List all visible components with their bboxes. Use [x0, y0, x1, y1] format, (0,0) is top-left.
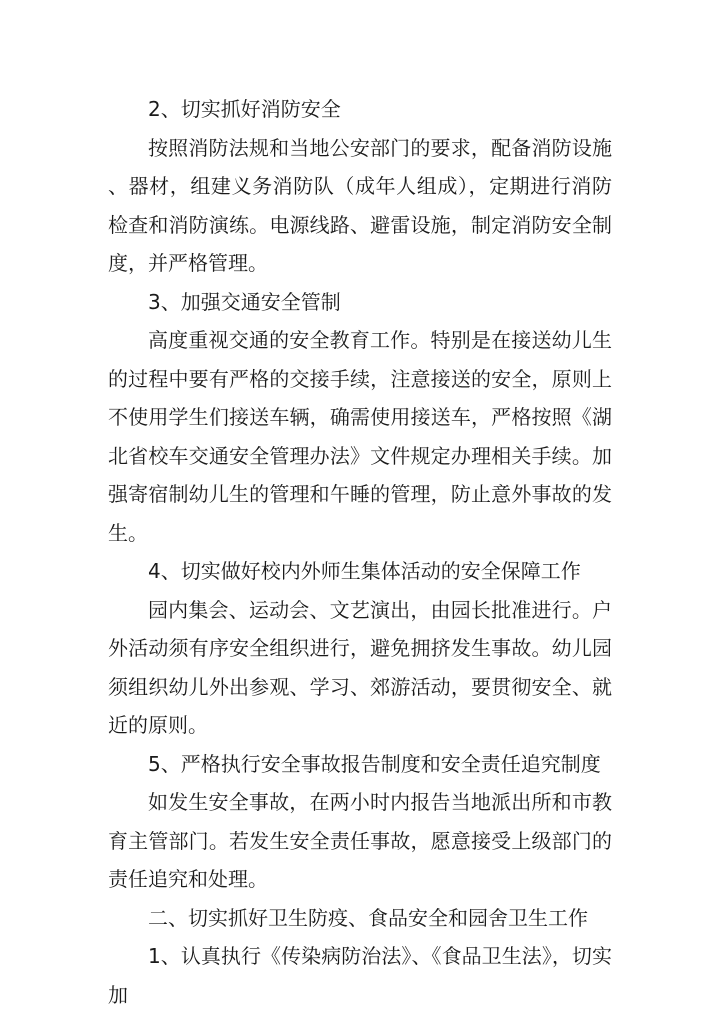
chapter-heading-hygiene: 二、切实抓好卫生防疫、食品安全和园舍卫生工作	[148, 905, 588, 930]
section-heading-activity-safety: 4、切实做好校内外师生集体活动的安全保障工作	[148, 559, 581, 583]
section-heading-traffic-safety: 3、加强交通安全管制	[148, 289, 341, 314]
paragraph-accident-reporting: 如发生安全事故，在两小时内报告当地派出所和市教育主管部门。若发生安全责任事故，愿意接受上级部门的责任追究和处理。	[108, 790, 612, 891]
document-body	[108, 90, 612, 1014]
section-heading-fire-safety: 2、切实抓好消防安全	[148, 97, 341, 121]
section-heading-accident-reporting: 5、严格执行安全事故报告制度和安全责任追究制度	[148, 751, 601, 776]
paragraph-activity-safety: 园内集会、运动会、文艺演出，由园长批准进行。户外活动须有序安全组织进行，避免拥挤发生事故。幼儿园须组织幼儿外出参观、学习、郊游活动，要贯彻安全、就近的原则。	[108, 597, 612, 737]
paragraph-traffic-safety: 高度重视交通的安全教育工作。特别是在接送幼儿生的过程中要有严格的交接手续，注意接送的安全，原则上不使用学生们接送车辆，确需使用接送车，严格按照《湖北省校车交通安全管理办法》文件规定办理相关手续。加强寄宿制幼儿生的管理和午睡的管理，防止意外事故的发生。	[108, 328, 612, 545]
paragraph-fire-safety: 按照消防法规和当地公安部门的要求，配备消防设施、器材，组建义务消防队（成年人组成），定期进行消防检查和消防演练。电源线路、避雷设施，制定消防安全制度，并严格管理。	[108, 135, 612, 275]
paragraph-hygiene-laws: 1、认真执行《传染病防治法》、《食品卫生法》，切实加	[108, 944, 612, 1007]
